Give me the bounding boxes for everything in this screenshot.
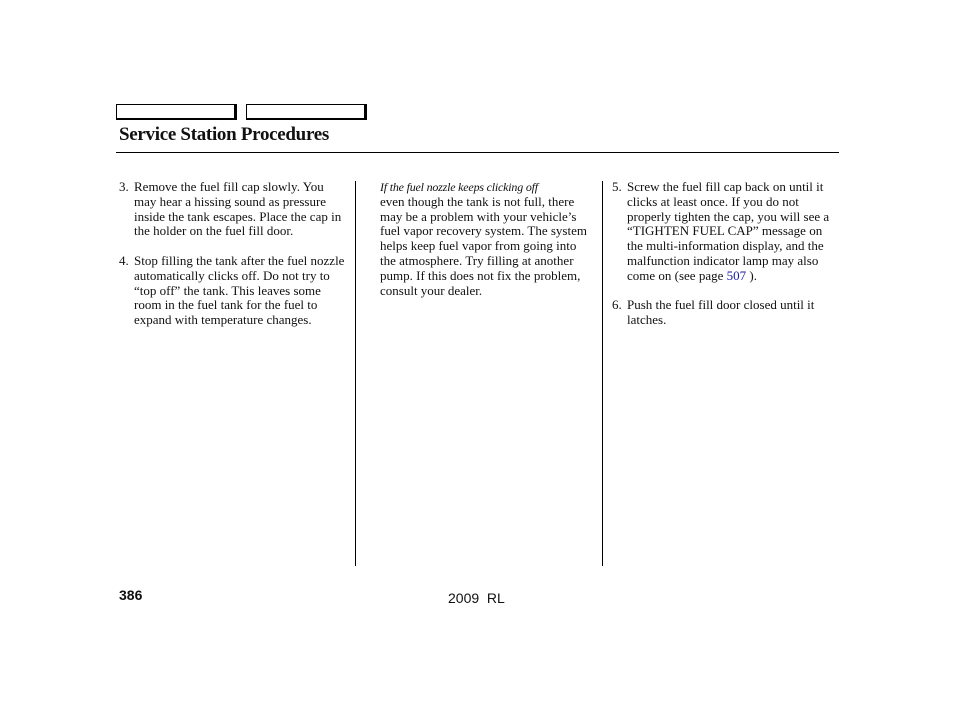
step-text-part: Screw the fuel fill cap back on until it clicks at least once. If you do not properly tighten the cap, you will see a “TIGHTEN FUEL CAP” message on the multi-information display, and the malfunction indicator lamp may also come on (see page	[627, 179, 830, 283]
previous-page-button[interactable]	[116, 104, 237, 120]
next-page-button[interactable]	[246, 104, 367, 120]
footer-model: 2009 RL	[448, 590, 505, 606]
page-number: 386	[119, 587, 143, 603]
list-item	[119, 180, 345, 239]
step-text: Remove the fuel fill cap slowly. You may hear a hissing sound as pressure inside the tank escapes. Place the cap in the holder on the fuel fill door.	[134, 179, 342, 239]
title-divider	[116, 152, 839, 153]
step-number: 6.	[612, 297, 622, 313]
italic-subheading: If the fuel nozzle keeps clicking off	[380, 180, 538, 194]
step-text	[627, 180, 836, 284]
page-title: Service Station Procedures	[119, 124, 329, 145]
column-middle	[380, 180, 595, 298]
list-item	[119, 254, 345, 328]
step-number: 3.	[119, 179, 129, 194]
column-divider	[602, 181, 603, 566]
step-text: Stop filling the tank after the fuel nozzle automatically clicks off. Do not try to “top off” the tank. This leaves some room in the fuel tank for the fuel to expand with temperature changes.	[134, 252, 345, 328]
step-number: 5.	[612, 179, 622, 194]
list-item	[612, 180, 836, 284]
paragraph-text: even though the tank is not full, there may be a problem with your vehicle’s fuel vapor recovery system. The system helps keep fuel vapor from going into the atmosphere. Try filling at another pump. If this does not fix the problem, consult your dealer.	[380, 193, 587, 298]
page-reference-link[interactable]: 507	[726, 267, 747, 283]
step-text: Push the fuel fill door closed until it latches.	[627, 297, 815, 328]
step-text-part: ).	[746, 267, 757, 283]
column-right	[612, 180, 836, 343]
column-divider	[355, 181, 356, 566]
column-left	[119, 180, 345, 343]
list-item	[612, 298, 836, 328]
step-number: 4.	[119, 252, 129, 268]
